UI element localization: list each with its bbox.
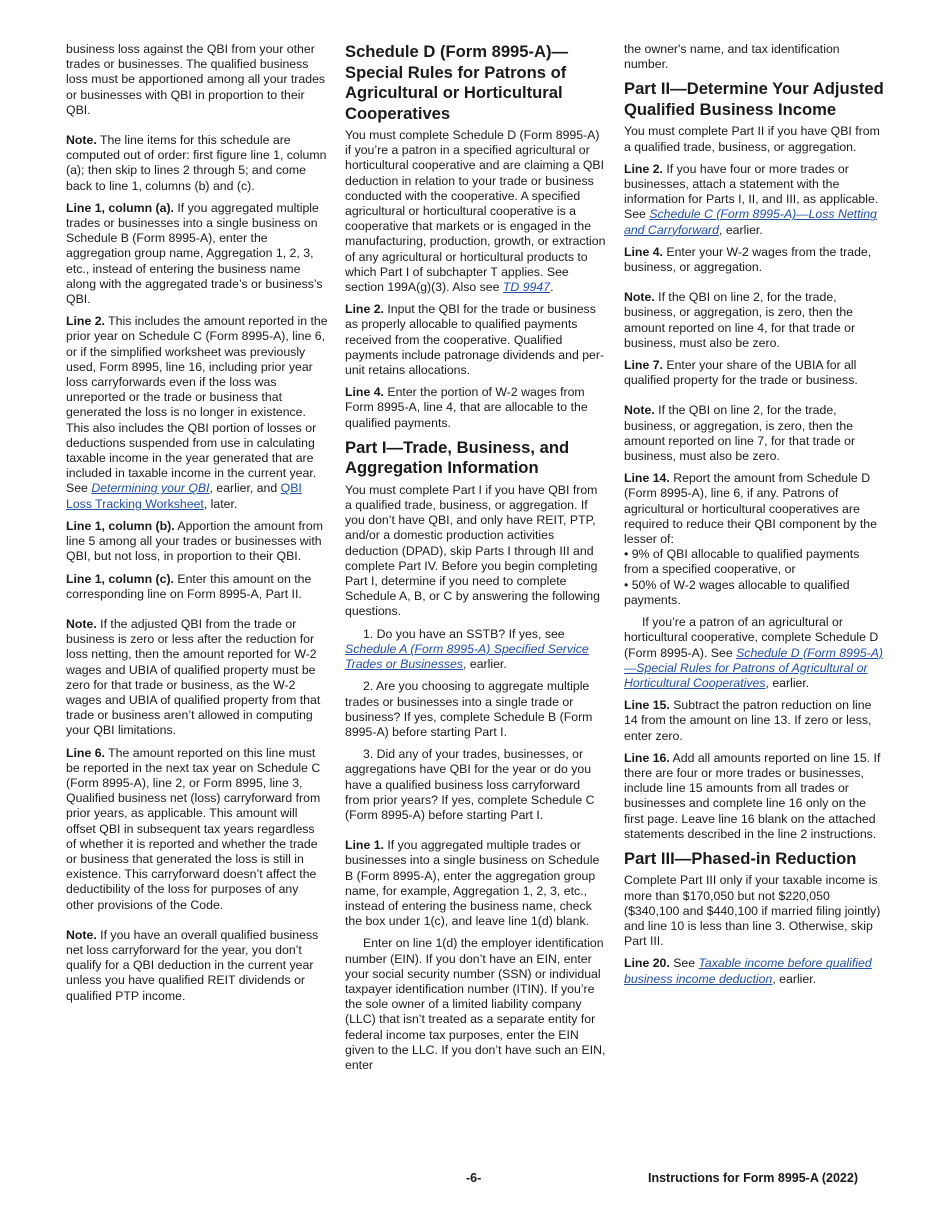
qbi-loss-tracking-worksheet-link[interactable]: QBI Loss Tracking Worksheet — [66, 481, 302, 511]
question-1: 1. Do you have an SSTB? If yes, see Schedule A (Form 8995-A) Specified Service Trades or Businesses, earlier. — [345, 626, 589, 672]
part-2-heading: Part II—Determine Your Adjusted Qualified Business Income — [624, 79, 884, 119]
paragraph: the owner's name, and tax identification number. — [624, 42, 840, 72]
line-16-paragraph: Line 16. Add all amounts reported on line 15. If there are four or more trades or businesses, include line 15 amounts from all trades or businesses and complete line 16 only on the first page. Leave line 16 blank on the attached statements described in the line 2 instructions. — [624, 750, 881, 841]
page-number: -6- — [466, 1171, 482, 1185]
note-label: Note. — [66, 133, 97, 148]
part-1-heading: Part I—Trade, Business, and Aggregation Information — [345, 437, 570, 478]
line-2-paragraph: Line 2. Input the QBI for the trade or business as properly allocable to qualified payments received from the cooperative. Qualified payments include patronage dividends and per-unit retains allocations. — [345, 302, 605, 378]
line-2-paragraph: Line 2. If you have four or more trades or businesses, attach a statement with the information for Parts I, II, and III, as applicable. See Schedule C (Form 8995-A)—Loss Netting and Carryforward, earlier. — [624, 161, 879, 237]
td-9947-link[interactable]: TD 9947 — [502, 280, 551, 295]
line-7-paragraph: Line 7. Enter your share of the UBIA for all qualified property for the trade or business. — [624, 358, 858, 388]
line-2-paragraph: Line 2. This includes the amount reported in the prior year on Schedule C (Form 8995-A), line 6, or if the simplified worksheet was previously used, Form 8995, line 16, including prior year loss carryforwards even if the loss was unreported or the trade or business that generated the loss is no longer in existence. This also includes the QBI portion of losses or deductions suspended from use in calculating taxable income in the year generated that are included in taxable income in the current year. See Determining your QBI, earlier, and QBI Loss Tracking Worksheet, later. — [66, 314, 328, 511]
line-14-paragraph: Line 14. Report the amount from Schedule D (Form 8995-A), line 6, if any. Patrons of agricultural or horticultural cooperatives are required to reduce their QBI component by the lesser of: — [624, 471, 877, 547]
line-4-paragraph: Line 4. Enter the portion of W-2 wages from Form 8995-A, line 4, that are allocable to the qualified payments. — [345, 385, 588, 430]
line-20-paragraph: Line 20. See Taxable income before qualified business income deduction, earlier. — [624, 956, 872, 986]
paragraph: business loss against the QBI from your other trades or businesses. The qualified business loss must be apportioned among all your trades or businesses with QBI in proportion to their QBI. — [66, 42, 326, 117]
line-4-paragraph: Line 4. Enter your W-2 wages from the trade, business, or aggregation. — [624, 244, 872, 275]
paragraph: You must complete Part II if you have QBI from a qualified trade, business, or aggregation. — [624, 124, 880, 154]
line-1-paragraph: Line 1. If you aggregated multiple trades or businesses into a single business on Schedule B (Form 8995-A), enter the aggregation group name, for example, Aggregation 1, 2, 3, etc., instead of entering the business name, check the box under 1(c), and leave line 1(d) blank. — [345, 838, 600, 929]
bullet-item: • 50% of W-2 wages allocable to qualified payments. — [624, 577, 850, 607]
line-6-paragraph: Line 6. The amount reported on this line must be reported in the next tax year on Schedule C (Form 8995-A), line 2, or Form 8995, line 3, Qualified business net (loss) carryforward from prior years, as applicable. This amount will offset QBI in subsequent tax years regardless of whether it is reported and whether the trade or business that generated the loss is still in existence. This carryforward doesn’t affect the deductibility of the loss for purposes of any other provisions of the Code. — [66, 745, 321, 912]
column-middle — [345, 42, 607, 1080]
note-paragraph: Note. If the QBI on line 2, for the trade, business, or aggregation, is zero, then the amount reported on line 7, for that trade or business, must also be zero. — [624, 403, 856, 464]
note-paragraph: Note. If you have an overall qualified business net loss carryforward for the year, you don’t qualify for a QBI deduction in the current year unless you have qualified REIT dividends or qualified PTP income. — [66, 927, 319, 1003]
line-1b-paragraph: Line 1, column (b). Apportion the amount from line 5 among all your trades or businesses with QBI, but not loss, in proportion to their QBI. — [66, 518, 323, 564]
paragraph: Enter on line 1(d) the employer identification number (EIN). If you don’t have an EIN, enter your social security number (SSN) or individual taxpayer identification number (ITIN). If you’re the sole owner of a limited liability company (LLC) that isn’t treated as a separate entity for federal income tax purposes, enter the EIN given to the LLC. If you don’t have such an EIN, enter — [345, 936, 606, 1072]
schedule-a-link[interactable]: Schedule A (Form 8995-A) Specified Service Trades or Businesses — [345, 641, 589, 672]
schedule-c-link[interactable]: Schedule C (Form 8995-A)—Loss Netting and Carryforward — [624, 207, 877, 237]
part-3-heading: Part III—Phased-in Reduction — [624, 848, 857, 868]
line-15-paragraph: Line 15. Subtract the patron reduction on line 14 from the amount on line 13. If zero or less, enter zero. — [624, 698, 872, 743]
note-paragraph: Note. If the QBI on line 2, for the trade, business, or aggregation, is zero, then the amount reported on line 4, for that trade or business, must also be zero. — [624, 290, 856, 350]
note-paragraph: Note. The line items for this schedule are computed out of order: first figure line 1, column (a); then skip to lines 2 through 5; and come back to line 1, columns (b) and (c). — [66, 133, 327, 193]
line-1a-paragraph: Line 1, column (a). If you aggregated multiple trades or businesses into a single business on Schedule B (Form 8995-A), enter the aggregation group name, Aggregation 1, 2, 3, etc., instead of entering the business name along with the aggregated trade’s or business’s QBI. — [66, 200, 323, 307]
question-2: 2. Are you choosing to aggregate multiple trades or businesses into a single trade or business? If yes, complete Schedule B (Form 8995-A) before starting Part I. — [345, 679, 593, 739]
taxable-income-link[interactable]: Taxable income before qualified business income deduction — [624, 956, 872, 986]
paragraph: You must complete Part I if you have QBI from a qualified trade, business, or aggregation. If you don’t have QBI, and only have REIT, PTP, and/or a domestic production activities deduction (DPAD), skip Parts I through III and complete Part IV. Before you begin completing Part I, determine if you need to complete Schedule A, B, or C by answering the following questions. — [345, 482, 600, 619]
line-1c-paragraph: Line 1, column (c). Enter this amount on the corresponding line on Form 8995-A, Part II. — [66, 571, 312, 601]
determining-qbi-link[interactable]: Determining your QBI — [91, 481, 210, 496]
paragraph: If you’re a patron of an agricultural or horticultural cooperative, complete Schedule D (Form 8995-A). See Schedule D (Form 8995-A)—Special Rules for Patrons of Agricultural or Horticultural Cooperatives, earlier. — [624, 615, 884, 690]
paragraph: You must complete Schedule D (Form 8995-A) if you’re a patron in a specified agricultural or horticultural cooperative and are claiming a QBI deduction in relation to your trade or business conducted with the cooperative. A specified agricultural or horticultural cooperative is a cooperative that markets or is engaged in the manufacturing, production, growth, or extraction of any agricultural or horticultural products to which Part I of subchapter T applies. See section 199A(g)(3). Also see TD 9947. — [345, 128, 606, 295]
schedule-d-link[interactable]: Schedule D (Form 8995-A)—Special Rules for Patrons of Agricultural or Horticultural Cooperatives — [624, 645, 884, 690]
bullet-item: • 9% of QBI allocable to qualified payments from a specified cooperative, or — [624, 547, 860, 577]
column-right — [624, 42, 886, 994]
footer-title: Instructions for Form 8995-A (2022) — [648, 1171, 859, 1185]
question-3: 3. Did any of your trades, businesses, or aggregations have QBI for the year or do you have a qualified business loss carryforward from prior years? If yes, complete Schedule C (Form 8995-A) before starting Part I. — [345, 747, 595, 822]
note-paragraph: Note. If the adjusted QBI from the trade or business is zero or less after the reduction for loss netting, then the amount reported for W-2 wages and UBIA of qualified property must be zero for that trade or business, as the W-2 wages and UBIA of qualified property from that trade or business aren’t allowed in computing your QBI limitations. — [66, 616, 321, 738]
column-left — [66, 42, 328, 1011]
paragraph: Complete Part III only if your taxable income is more than $170,050 but not $220,050 ($340,100 and $440,100 if married filing jointly) and line 10 is less than line 3. Otherwise, skip Part III. — [624, 873, 881, 949]
schedule-d-heading: Schedule D (Form 8995-A)—Special Rules for Patrons of Agricultural or Horticultural Cooperatives — [345, 42, 569, 123]
